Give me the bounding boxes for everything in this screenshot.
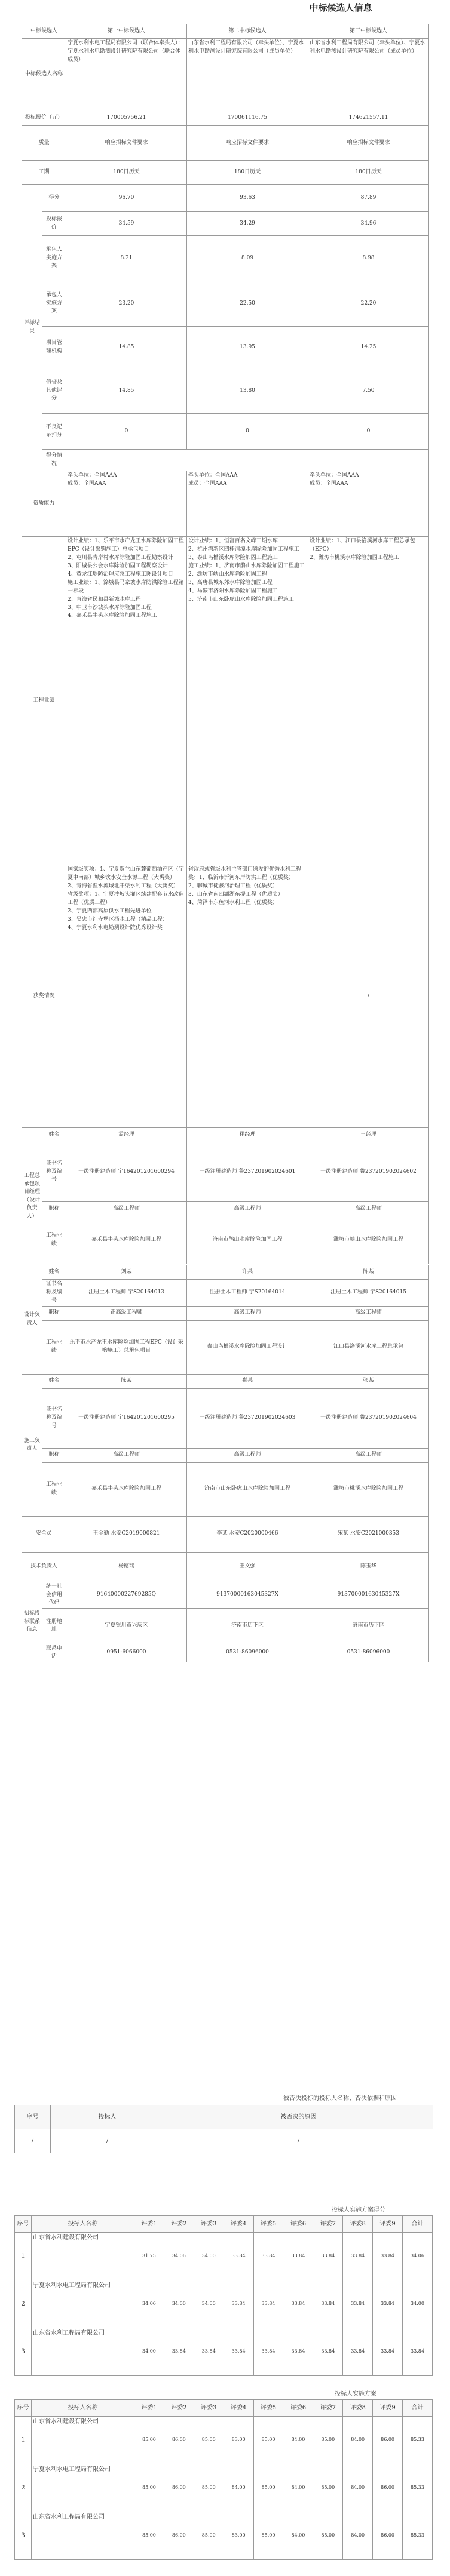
score-value: 85.00 bbox=[313, 2464, 343, 2512]
awards-label: 获奖情况 bbox=[22, 865, 66, 1128]
score-header: 评委2 bbox=[164, 2216, 194, 2233]
score-value: 31.75 bbox=[134, 2233, 164, 2280]
score-header: 评委6 bbox=[283, 2216, 313, 2233]
contact-field-value: 91370000163045327X bbox=[308, 1582, 429, 1608]
score-value: 33.84 bbox=[403, 2328, 433, 2376]
table-row bbox=[15, 2512, 433, 2560]
score-value: 33.84 bbox=[343, 2328, 373, 2376]
score-header: 评委3 bbox=[194, 2400, 224, 2417]
score-item-value: 14.85 bbox=[66, 368, 187, 414]
score-item-value: 34.59 bbox=[66, 212, 187, 236]
score-item-label: 项目管理机构 bbox=[42, 327, 66, 368]
pm-name-2: 崔经理 bbox=[187, 1128, 308, 1142]
design-label: 设计负责人 bbox=[22, 1265, 42, 1375]
score-value: 85.00 bbox=[134, 2512, 164, 2560]
pm-title-3: 高级工程师 bbox=[308, 1202, 429, 1216]
score-item-value: 14.85 bbox=[66, 327, 187, 368]
score-value: 85.00 bbox=[134, 2464, 164, 2512]
score-header: 评委4 bbox=[224, 2216, 253, 2233]
row-period-label: 工期 bbox=[22, 161, 66, 185]
score-value: 33.84 bbox=[224, 2328, 253, 2376]
title-label: 职称 bbox=[42, 1306, 66, 1320]
score-value: 33.84 bbox=[283, 2280, 313, 2328]
score-value: 33.84 bbox=[373, 2328, 403, 2376]
score-header: 投标人名称 bbox=[32, 2400, 134, 2417]
score-value: 84.00 bbox=[224, 2464, 253, 2512]
score-3: 87.89 bbox=[308, 185, 429, 212]
score-item-value: 7.50 bbox=[308, 368, 429, 414]
contact-field-value: 0531-86096000 bbox=[187, 1644, 308, 1662]
construct-cert-1: 一级注册建造师 宁164201201600295 bbox=[66, 1388, 187, 1448]
performance-3: 设计业绩：1、江口县洛溪河水库工程总承包（EPC） 2、潍坊市桃溪水库除险加固工程施工 bbox=[308, 537, 429, 865]
pm-name-1: 孟经理 bbox=[66, 1128, 187, 1142]
contact-label: 招标投标联系信息 bbox=[22, 1582, 42, 1662]
score-value: 85.00 bbox=[313, 2417, 343, 2464]
bidder-name: 宁夏水利水电工程局有限公司 bbox=[32, 2280, 134, 2328]
construct-title-3: 高级工程师 bbox=[308, 1448, 429, 1462]
title-label: 职称 bbox=[42, 1448, 66, 1462]
score-item-value: 34.96 bbox=[308, 212, 429, 236]
table-row bbox=[15, 2233, 433, 2280]
score-value: 84.00 bbox=[283, 2417, 313, 2464]
tech-3: 陈玉华 bbox=[308, 1552, 429, 1582]
score-item-value: 8.98 bbox=[308, 236, 429, 281]
score-header: 评委6 bbox=[283, 2400, 313, 2417]
design-title-2: 高级工程师 bbox=[187, 1306, 308, 1320]
score-item-label: 投标报价 bbox=[42, 212, 66, 236]
score-header: 评委4 bbox=[224, 2400, 253, 2417]
score-value: 86.00 bbox=[164, 2464, 194, 2512]
pm-perf-2: 济南市鹊山水库除险加固工程 bbox=[187, 1216, 308, 1264]
score-value: 86.00 bbox=[373, 2417, 403, 2464]
score-value: 86.00 bbox=[164, 2512, 194, 2560]
pm-title-2: 高级工程师 bbox=[187, 1202, 308, 1216]
score-value: 85.00 bbox=[253, 2464, 283, 2512]
score-header: 评委8 bbox=[343, 2216, 373, 2233]
score-value: 84.00 bbox=[343, 2464, 373, 2512]
score-value: 84.00 bbox=[343, 2417, 373, 2464]
score-item-value: 13.80 bbox=[187, 368, 308, 414]
score-value: 84.00 bbox=[343, 2512, 373, 2560]
contact-field-value: 济南市历下区 bbox=[187, 1608, 308, 1644]
score-item-value: 22.20 bbox=[308, 281, 429, 327]
score-value: 33.84 bbox=[253, 2328, 283, 2376]
score-value: 34.00 bbox=[194, 2280, 224, 2328]
eval-label: 评标结果 bbox=[22, 185, 42, 471]
performance-2: 设计业绩：1、恒富百名文峰三期水库 2、杭州湾新区四桂清潭水库除险加固工程施工 3、泰山鸟槽溪水库除险加固工程施工 施工业绩：1、济南市鹊山水库除险加固工程施工 2、潍坊市峡山水库除险加固工程 3、高唐县城东郊水库除险加固工程 4、马鞍市济阳水库除险加固工程施工 5、济南市山东卧虎山水库除险加固工程施工 bbox=[187, 537, 308, 865]
tech-2: 王文强 bbox=[187, 1552, 308, 1582]
perf-label: 工程业绩 bbox=[42, 1462, 66, 1516]
candidate-name-1: 宁夏水利水电工程局有限公司（联合体牵头人）：宁夏水利水电勘测设计研究院有限公司（联合体成员） bbox=[66, 39, 187, 110]
quality-2: 响应招标文件要求 bbox=[187, 126, 308, 161]
pm-name-3: 王经理 bbox=[308, 1128, 429, 1142]
score-table-a bbox=[14, 2215, 433, 2376]
design-name-2: 许某 bbox=[187, 1265, 308, 1280]
score-header: 序号 bbox=[15, 2216, 32, 2233]
row-quality-label: 质量 bbox=[22, 126, 66, 161]
quality-1: 响应招标文件要求 bbox=[66, 126, 187, 161]
score-header: 合计 bbox=[403, 2400, 433, 2417]
score-header: 评委1 bbox=[134, 2216, 164, 2233]
score-header: 合计 bbox=[403, 2216, 433, 2233]
performance-label: 工程业绩 bbox=[22, 537, 66, 865]
candidate-table bbox=[22, 24, 429, 1662]
perf-label: 工程业绩 bbox=[42, 1320, 66, 1374]
header-third: 第三中标候选人 bbox=[308, 24, 429, 39]
score-header: 序号 bbox=[15, 2400, 32, 2417]
score-value: 33.84 bbox=[283, 2233, 313, 2280]
contact-field-value: 0951-6066000 bbox=[66, 1644, 187, 1662]
qualification-label: 资质能力 bbox=[22, 471, 66, 537]
tech-label: 技术负责人 bbox=[22, 1552, 66, 1582]
bidder-name: 山东省水利建设有限公司 bbox=[32, 2233, 134, 2280]
qualification-3: 牵头单位：全国AAA 成员：全国AAA bbox=[308, 471, 429, 537]
contact-field-value: 济南市历下区 bbox=[308, 1608, 429, 1644]
row-number: 1 bbox=[15, 2417, 32, 2464]
score-value: 85.00 bbox=[194, 2464, 224, 2512]
score-item-value: 14.25 bbox=[308, 327, 429, 368]
score-value: 86.00 bbox=[164, 2417, 194, 2464]
score-value: 83.00 bbox=[224, 2512, 253, 2560]
safety-1: 王金勤 水安C2019000821 bbox=[66, 1516, 187, 1552]
reject-table bbox=[14, 2105, 433, 2153]
row-price-label: 投标报价（元） bbox=[22, 110, 66, 126]
score-value: 85.00 bbox=[313, 2512, 343, 2560]
score-value: 85.00 bbox=[134, 2417, 164, 2464]
price-1: 170005756.21 bbox=[66, 110, 187, 126]
score-detail-label: 得分情况 bbox=[42, 450, 66, 471]
pm-label: 工程总承包项目经理（设计负责人） bbox=[22, 1128, 42, 1265]
score-2: 93.63 bbox=[187, 185, 308, 212]
cert-label: 证书名称及编号 bbox=[42, 1280, 66, 1307]
score-caption-b: 投标人实施方案 bbox=[335, 2391, 376, 2397]
awards-2: 省政府或省级水利主管部门颁发的优秀水利工程奖：1、临沂市沂河东岸防洪工程（优质奖） 2、聊城市徒骇河治理工程（优质奖） 3、山东省南四湖湖东堤工程（优质奖） 4、菏泽市东鱼河水利工程（优质奖） bbox=[187, 865, 308, 1128]
score-header: 评委3 bbox=[194, 2216, 224, 2233]
row-number: 3 bbox=[15, 2328, 32, 2376]
pm-perf-1: 嘉禾县牛头水库除险加固工程 bbox=[66, 1216, 187, 1264]
score-value: 34.00 bbox=[134, 2328, 164, 2376]
score-header: 评委5 bbox=[253, 2400, 283, 2417]
design-perf-3: 江口县洛溪河水库工程总承包 bbox=[308, 1320, 429, 1374]
score-value: 85.33 bbox=[403, 2417, 433, 2464]
score-value: 85.33 bbox=[403, 2464, 433, 2512]
score-value: 85.00 bbox=[194, 2417, 224, 2464]
tech-1: 杨德瑞 bbox=[66, 1552, 187, 1582]
header-second: 第二中标候选人 bbox=[187, 24, 308, 39]
bidder-name: 山东省水利工程局有限公司 bbox=[32, 2328, 134, 2376]
performance-1: 设计业绩：1、乐平市水产龙王水库除险加固工程EPC（设计采购施工）总承包项目 2、屯川县青岸村水库除险加固工程勘察设计 3、阳城县公会水库除险加固工程勘察设计 4、黄龙江堤防治理应急工程施工图设计项目 施工业绩：1、滦城县马家坡水库防洪除险工程第一标段 2、青海省民和县新城水库工程 3、中卫市沙坡头水库除险加固工程 4、嘉禾县牛头水库除险加固工程施工 bbox=[66, 537, 187, 865]
period-3: 180日历天 bbox=[308, 161, 429, 185]
score-value: 33.84 bbox=[253, 2280, 283, 2328]
design-perf-2: 泰山鸟槽溪水库除险加固工程设计 bbox=[187, 1320, 308, 1374]
score-item-value: 13.95 bbox=[187, 327, 308, 368]
name-label: 姓名 bbox=[42, 1374, 66, 1388]
row-name-label: 中标候选人名称 bbox=[22, 39, 66, 110]
construct-perf-1: 嘉禾县牛头水库除险加固工程 bbox=[66, 1462, 187, 1516]
contact-field-label: 统一社会信用代码 bbox=[42, 1582, 66, 1608]
price-3: 174621557.11 bbox=[308, 110, 429, 126]
score-value: 33.84 bbox=[164, 2328, 194, 2376]
score-value: 34.00 bbox=[403, 2280, 433, 2328]
score-value: 33.84 bbox=[283, 2328, 313, 2376]
score-value: 33.84 bbox=[343, 2233, 373, 2280]
cert-label: 证书名称及编号 bbox=[42, 1388, 66, 1448]
candidate-name-2: 山东省水利工程局有限公司（牵头单位）、宁夏水利水电勘测设计研究院有限公司（成员单位） bbox=[187, 39, 308, 110]
construct-name-1: 陈某 bbox=[66, 1374, 187, 1388]
row-number: 2 bbox=[15, 2464, 32, 2512]
construct-label: 施工负责人 bbox=[22, 1374, 42, 1516]
reject-header: 被否决的原因 bbox=[164, 2105, 433, 2129]
score-item-value: 34.29 bbox=[187, 212, 308, 236]
score-value: 34.00 bbox=[194, 2233, 224, 2280]
awards-3: / bbox=[308, 865, 429, 1128]
score-value: 84.00 bbox=[283, 2464, 313, 2512]
construct-cert-2: 一级注册建造师 鲁237201902024603 bbox=[187, 1388, 308, 1448]
score-table-b bbox=[14, 2399, 433, 2560]
contact-field-label: 注册地址 bbox=[42, 1608, 66, 1644]
score-caption-a: 投标人实施方案得分 bbox=[332, 2207, 385, 2214]
construct-name-2: 崔某 bbox=[187, 1374, 308, 1388]
score-item-label: 不良记录扣分 bbox=[42, 414, 66, 450]
qualification-1: 牵头单位：全国AAA 成员：全国AAA bbox=[66, 471, 187, 537]
contact-field-value: 宁夏银川市兴庆区 bbox=[66, 1608, 187, 1644]
design-cert-3: 注册土木工程师 宁S20164015 bbox=[308, 1280, 429, 1307]
score-value: 33.84 bbox=[224, 2280, 253, 2328]
score-header: 投标人名称 bbox=[32, 2216, 134, 2233]
safety-3: 宋某 水安C2021000353 bbox=[308, 1516, 429, 1552]
score-value: 85.00 bbox=[253, 2417, 283, 2464]
score-value: 34.06 bbox=[164, 2233, 194, 2280]
table-row bbox=[15, 2417, 433, 2464]
score-header: 评委9 bbox=[373, 2400, 403, 2417]
design-cert-1: 注册土木工程师 宁S20164013 bbox=[66, 1280, 187, 1307]
reject-cell: / bbox=[51, 2129, 164, 2153]
period-1: 180日历天 bbox=[66, 161, 187, 185]
score-value: 33.84 bbox=[313, 2280, 343, 2328]
score-value: 33.84 bbox=[224, 2233, 253, 2280]
page-title: 中标候选人信息 bbox=[309, 2, 372, 13]
pm-cert-3: 一级注册建造师 鲁237201902024602 bbox=[308, 1142, 429, 1202]
score-value: 33.84 bbox=[313, 2233, 343, 2280]
score-value: 83.00 bbox=[224, 2417, 253, 2464]
reject-header: 序号 bbox=[15, 2105, 51, 2129]
header-first: 第一中标候选人 bbox=[66, 24, 187, 39]
construct-title-2: 高级工程师 bbox=[187, 1448, 308, 1462]
score-label: 得分 bbox=[42, 185, 66, 212]
score-header: 评委2 bbox=[164, 2400, 194, 2417]
bidder-name: 山东省水利工程局有限公司 bbox=[32, 2512, 134, 2560]
score-item-value: 0 bbox=[187, 414, 308, 450]
perf-label: 工程业绩 bbox=[42, 1216, 66, 1264]
score-value: 86.00 bbox=[373, 2512, 403, 2560]
pm-title-1: 高级工程师 bbox=[66, 1202, 187, 1216]
contact-field-label: 联系电话 bbox=[42, 1644, 66, 1662]
title-label: 职称 bbox=[42, 1202, 66, 1216]
score-value: 85.00 bbox=[194, 2512, 224, 2560]
construct-title-1: 高级工程师 bbox=[66, 1448, 187, 1462]
score-value: 84.00 bbox=[283, 2512, 313, 2560]
score-value: 85.00 bbox=[253, 2512, 283, 2560]
name-label: 姓名 bbox=[42, 1265, 66, 1280]
candidate-name-3: 山东省水利工程局有限公司（牵头单位）、宁夏水利水电勘测设计研究院有限公司（成员单位） bbox=[308, 39, 429, 110]
design-cert-2: 注册土木工程师 宁S20164014 bbox=[187, 1280, 308, 1307]
design-title-3: 高级工程师 bbox=[308, 1306, 429, 1320]
design-name-3: 陈某 bbox=[308, 1265, 429, 1280]
contact-field-value: 0531-86096000 bbox=[308, 1644, 429, 1662]
pm-cert-1: 一级注册建造师 宁164201201600294 bbox=[66, 1142, 187, 1202]
score-item-value: 23.20 bbox=[66, 281, 187, 327]
score-1: 96.70 bbox=[66, 185, 187, 212]
score-value: 33.84 bbox=[194, 2328, 224, 2376]
score-header: 评委9 bbox=[373, 2216, 403, 2233]
table-row bbox=[15, 2328, 433, 2376]
reject-cell: / bbox=[15, 2129, 51, 2153]
qualification-2: 牵头单位：全国AAA 成员：全国AAA bbox=[187, 471, 308, 537]
reject-caption: 被否决投标的投标人名称、否决依据和原因 bbox=[283, 2095, 397, 2102]
score-item-label: 承包人实施方案 bbox=[42, 236, 66, 281]
row-number: 2 bbox=[15, 2280, 32, 2328]
score-header: 评委7 bbox=[313, 2216, 343, 2233]
score-item-label: 承包人实施方案 bbox=[42, 281, 66, 327]
construct-name-3: 张某 bbox=[308, 1374, 429, 1388]
quality-3: 响应招标文件要求 bbox=[308, 126, 429, 161]
cert-label: 证书名称及编号 bbox=[42, 1142, 66, 1202]
awards-1: 国家级奖项：1、宁夏贺兰山东麓葡萄酒产区（宁夏中南部）城乡饮水安全水源工程（大禹奖） 2、青海省湟水流域北干渠水利工程（大禹奖） 省级奖项：1、宁夏沙坡头灌区续建配套节水改造工程（优质工程） 2、宁夏西部高原供水工程先进单位 3、吴忠市红寺堡区扬水工程（精品工程） 4、宁夏水利水电勘测设计院优秀设计奖 bbox=[66, 865, 187, 1128]
score-header: 评委1 bbox=[134, 2400, 164, 2417]
table-row bbox=[15, 2280, 433, 2328]
score-value: 86.00 bbox=[373, 2464, 403, 2512]
construct-perf-2: 济南市山东卧虎山水库除险加固工程 bbox=[187, 1462, 308, 1516]
safety-label: 安全员 bbox=[22, 1516, 66, 1552]
pm-cert-2: 一级注册建造师 鲁237201902024601 bbox=[187, 1142, 308, 1202]
safety-2: 李某 水安C2020000466 bbox=[187, 1516, 308, 1552]
score-item-value: 8.09 bbox=[187, 236, 308, 281]
score-value: 33.84 bbox=[343, 2280, 373, 2328]
name-label: 姓名 bbox=[42, 1128, 66, 1142]
score-item-value: 0 bbox=[66, 414, 187, 450]
reject-header: 投标人 bbox=[51, 2105, 164, 2129]
price-2: 170061116.75 bbox=[187, 110, 308, 126]
score-value: 33.84 bbox=[373, 2280, 403, 2328]
row-number: 1 bbox=[15, 2233, 32, 2280]
bidder-name: 宁夏水利水电工程局有限公司 bbox=[32, 2464, 134, 2512]
score-item-label: 信誉及其他评分 bbox=[42, 368, 66, 414]
table-row bbox=[15, 2464, 433, 2512]
row-number: 3 bbox=[15, 2512, 32, 2560]
score-header: 评委7 bbox=[313, 2400, 343, 2417]
score-value: 34.06 bbox=[403, 2233, 433, 2280]
score-header: 评委8 bbox=[343, 2400, 373, 2417]
construct-cert-3: 一级注册建造师 鲁237201902024604 bbox=[308, 1388, 429, 1448]
contact-field-value: 9164000022769285Q bbox=[66, 1582, 187, 1608]
construct-perf-3: 潍坊市桃溪水库除险加固工程 bbox=[308, 1462, 429, 1516]
score-item-value: 8.21 bbox=[66, 236, 187, 281]
design-perf-1: 乐平市水产龙王水库除险加固工程EPC（设计采购施工）总承包项目 bbox=[66, 1320, 187, 1374]
bidder-name: 山东省水利建设有限公司 bbox=[32, 2417, 134, 2464]
score-header: 评委5 bbox=[253, 2216, 283, 2233]
score-value: 85.33 bbox=[403, 2512, 433, 2560]
score-value: 34.06 bbox=[134, 2280, 164, 2328]
header-candidate: 中标候选人 bbox=[22, 24, 66, 39]
pm-perf-3: 潍坊市峡山水库除险加固工程 bbox=[308, 1216, 429, 1264]
score-value: 33.84 bbox=[313, 2328, 343, 2376]
score-item-value: 0 bbox=[308, 414, 429, 450]
score-value: 33.84 bbox=[373, 2233, 403, 2280]
design-name-1: 刘某 bbox=[66, 1265, 187, 1280]
score-item-value: 22.50 bbox=[187, 281, 308, 327]
score-value: 34.00 bbox=[164, 2280, 194, 2328]
reject-cell: / bbox=[164, 2129, 433, 2153]
score-value: 33.84 bbox=[253, 2233, 283, 2280]
period-2: 180日历天 bbox=[187, 161, 308, 185]
contact-field-value: 91370000163045327X bbox=[187, 1582, 308, 1608]
design-title-1: 正高级工程师 bbox=[66, 1306, 187, 1320]
